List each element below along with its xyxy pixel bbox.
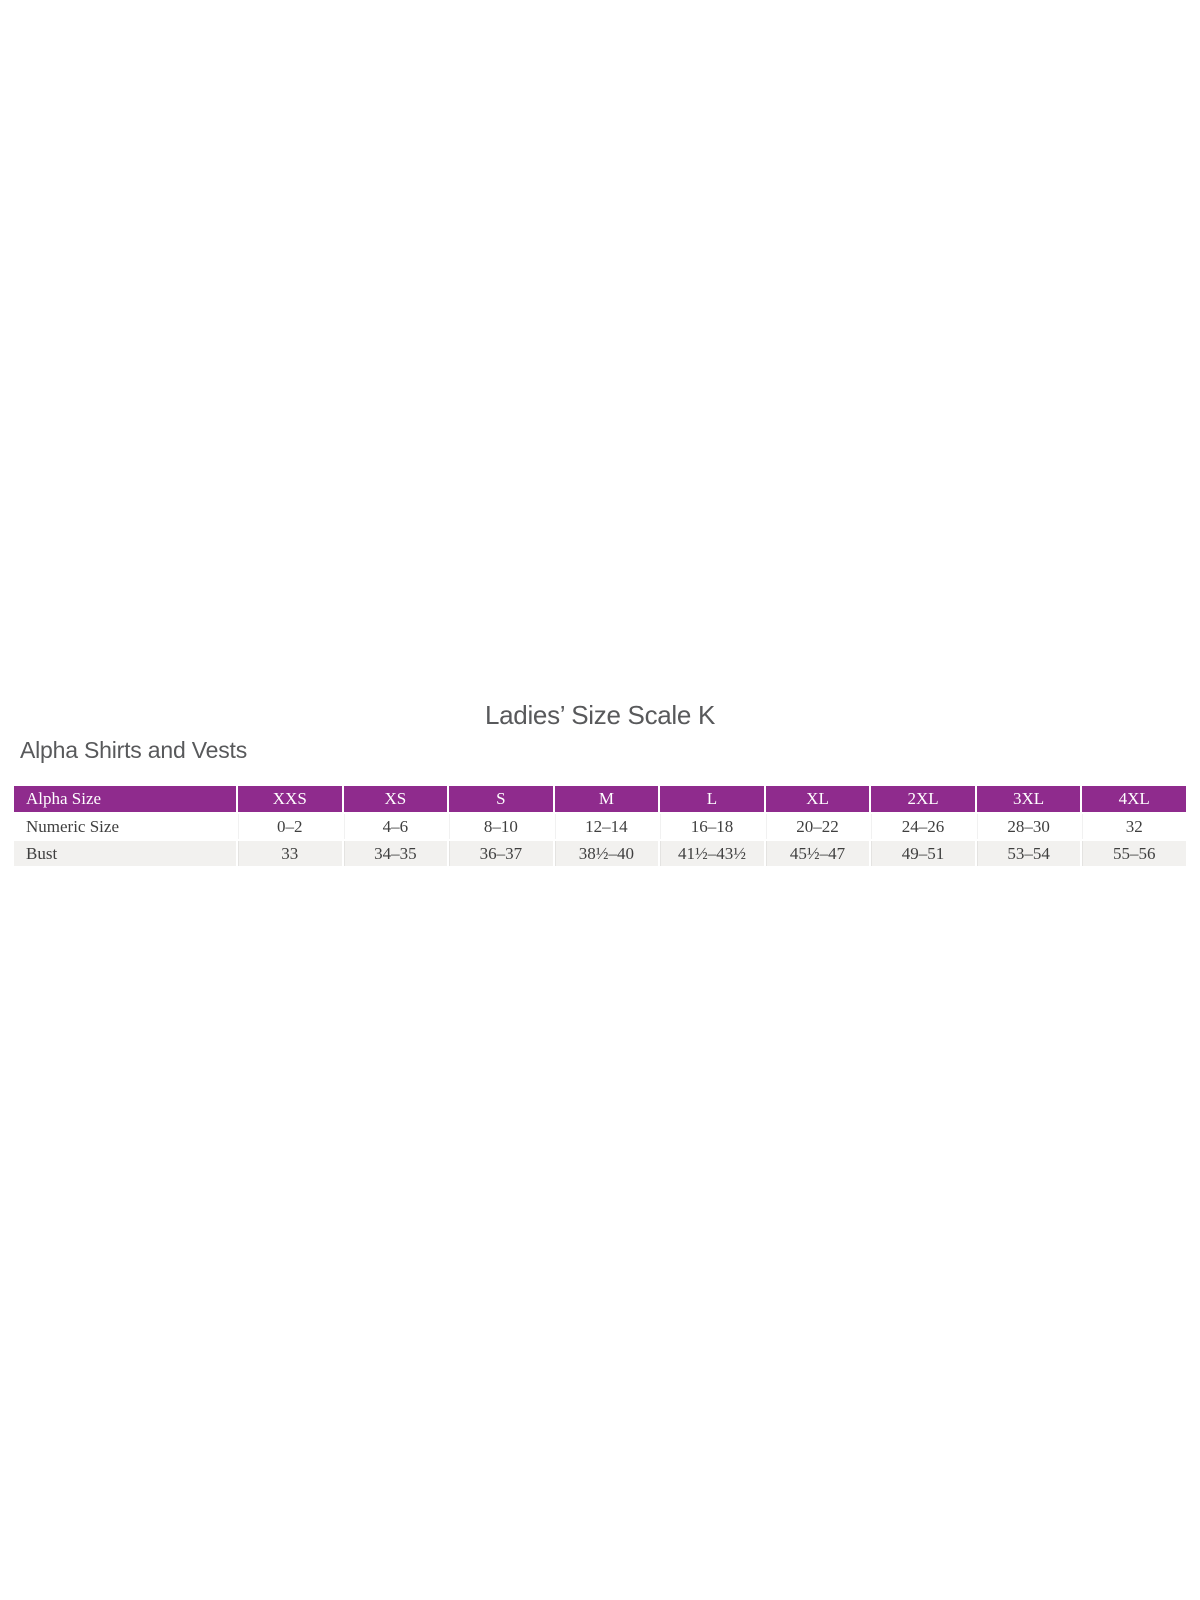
- header-cell-m: M: [555, 786, 659, 812]
- header-cell-xl: XL: [766, 786, 870, 812]
- header-cell-xxs: XXS: [238, 786, 342, 812]
- header-cell-s: S: [449, 786, 553, 812]
- page-title: Ladies’ Size Scale K: [484, 700, 716, 730]
- value-cell: 49–51: [871, 841, 975, 866]
- value-cell: 20–22: [766, 814, 870, 839]
- header-cell-l: L: [660, 786, 764, 812]
- row-label-cell: Bust: [14, 841, 236, 866]
- size-table-container: [12, 784, 1188, 868]
- header-cell-4xl: 4XL: [1082, 786, 1186, 812]
- value-cell: 53–54: [977, 841, 1081, 866]
- value-cell: 4–6: [344, 814, 448, 839]
- value-cell: 24–26: [871, 814, 975, 839]
- value-cell: 36–37: [449, 841, 553, 866]
- value-cell: 0–2: [238, 814, 342, 839]
- size-table: [12, 784, 1188, 868]
- value-cell: 41½–43½: [660, 841, 764, 866]
- value-cell: 33: [238, 841, 342, 866]
- value-cell: 38½–40: [555, 841, 659, 866]
- value-cell: 28–30: [977, 814, 1081, 839]
- value-cell: 8–10: [449, 814, 553, 839]
- header-cell-alpha-size: Alpha Size: [14, 786, 236, 812]
- value-cell: 16–18: [660, 814, 764, 839]
- header-cell-3xl: 3XL: [977, 786, 1081, 812]
- value-cell: 45½–47: [766, 841, 870, 866]
- size-table-body: [14, 814, 1186, 866]
- value-cell: 55–56: [1082, 841, 1186, 866]
- header-cell-2xl: 2XL: [871, 786, 975, 812]
- value-cell: 12–14: [555, 814, 659, 839]
- row-label-cell: Numeric Size: [14, 814, 236, 839]
- header-cell-xs: XS: [344, 786, 448, 812]
- value-cell: 32: [1082, 814, 1186, 839]
- section-subtitle: Alpha Shirts and Vests: [20, 737, 248, 763]
- table-row: [14, 841, 1186, 866]
- table-row: [14, 814, 1186, 839]
- value-cell: 34–35: [344, 841, 448, 866]
- size-table-header-row: [14, 786, 1186, 812]
